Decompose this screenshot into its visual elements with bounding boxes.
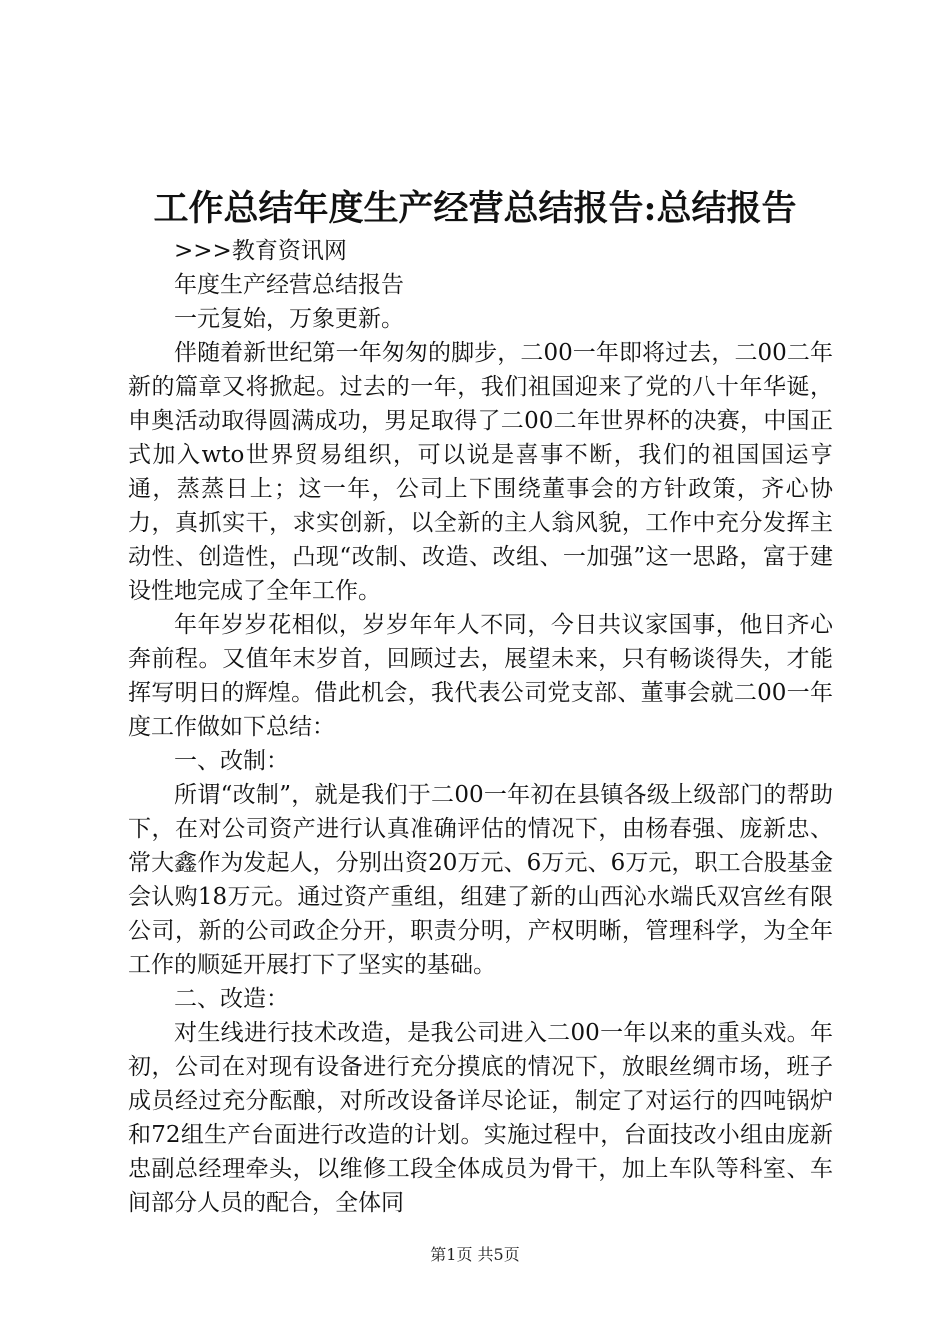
page-number-footer: 第1页 共5页	[430, 1245, 520, 1264]
opening-line: 一元复始，万象更新。	[174, 306, 404, 332]
paragraph: 伴随着新世纪第一年匆匆的脚步，二00一年即将过去，二00二年新的篇章又将掀起。过去的一年，我们祖国迎来了党的八十年华诞，申奥活动取得圆满成功，男足取得了二00二年世界杯的决赛，中国正式加入wto世界贸易组织，可以说是喜事不断，我们的祖国国运亨通，蒸蒸日上；这一年，公司上下围绕董事会的方针政策，齐心协力，真抓实干，求实创新，以全新的主人翁风貌，工作中充分发挥主动性、创造性，凸现“改制、改造、改组、一加强”这一思路，富于建设性地完成了全年工作。	[128, 340, 833, 604]
source-line: >>>教育资讯网	[174, 238, 347, 264]
section-heading: 一、改制：	[174, 748, 289, 774]
document-title: 工作总结年度生产经营总结报告:总结报告	[153, 188, 797, 229]
paragraph: 年年岁岁花相似，岁岁年年人不同，今日共议家国事，他日齐心奔前程。又值年末岁首，回顾过去，展望未来，只有畅谈得失，才能挥写明日的辉煌。借此机会，我代表公司党支部、董事会就二00一年度工作做如下总结：	[128, 612, 833, 740]
paragraph: 所谓“改制”，就是我们于二00一年初在县镇各级上级部门的帮助下，在对公司资产进行认真准确评估的情况下，由杨春强、庞新忠、常大鑫作为发起人，分别出资20万元、6万元、6万元，职工合股基金会认购18万元。通过资产重组，组建了新的山西沁水端氏双宫丝有限公司，新的公司政企分开，职责分明，产权明晰，管理科学，为全年工作的顺延开展打下了坚实的基础。	[128, 782, 833, 978]
report-subtitle: 年度生产经营总结报告	[174, 272, 404, 298]
paragraph: 对生线进行技术改造，是我公司进入二00一年以来的重头戏。年初，公司在对现有设备进行充分摸底的情况下，放眼丝绸市场，班子成员经过充分酝酿，对所改设备详尽论证，制定了对运行的四吨锅炉和72组生产台面进行改造的计划。实施过程中，台面技改小组由庞新忠副总经理牵头，以维修工段全体成员为骨干，加上车队等科室、车间部分人员的配合，全体同	[128, 1020, 833, 1216]
document-body	[128, 234, 833, 1220]
section-heading: 二、改造：	[174, 986, 289, 1012]
